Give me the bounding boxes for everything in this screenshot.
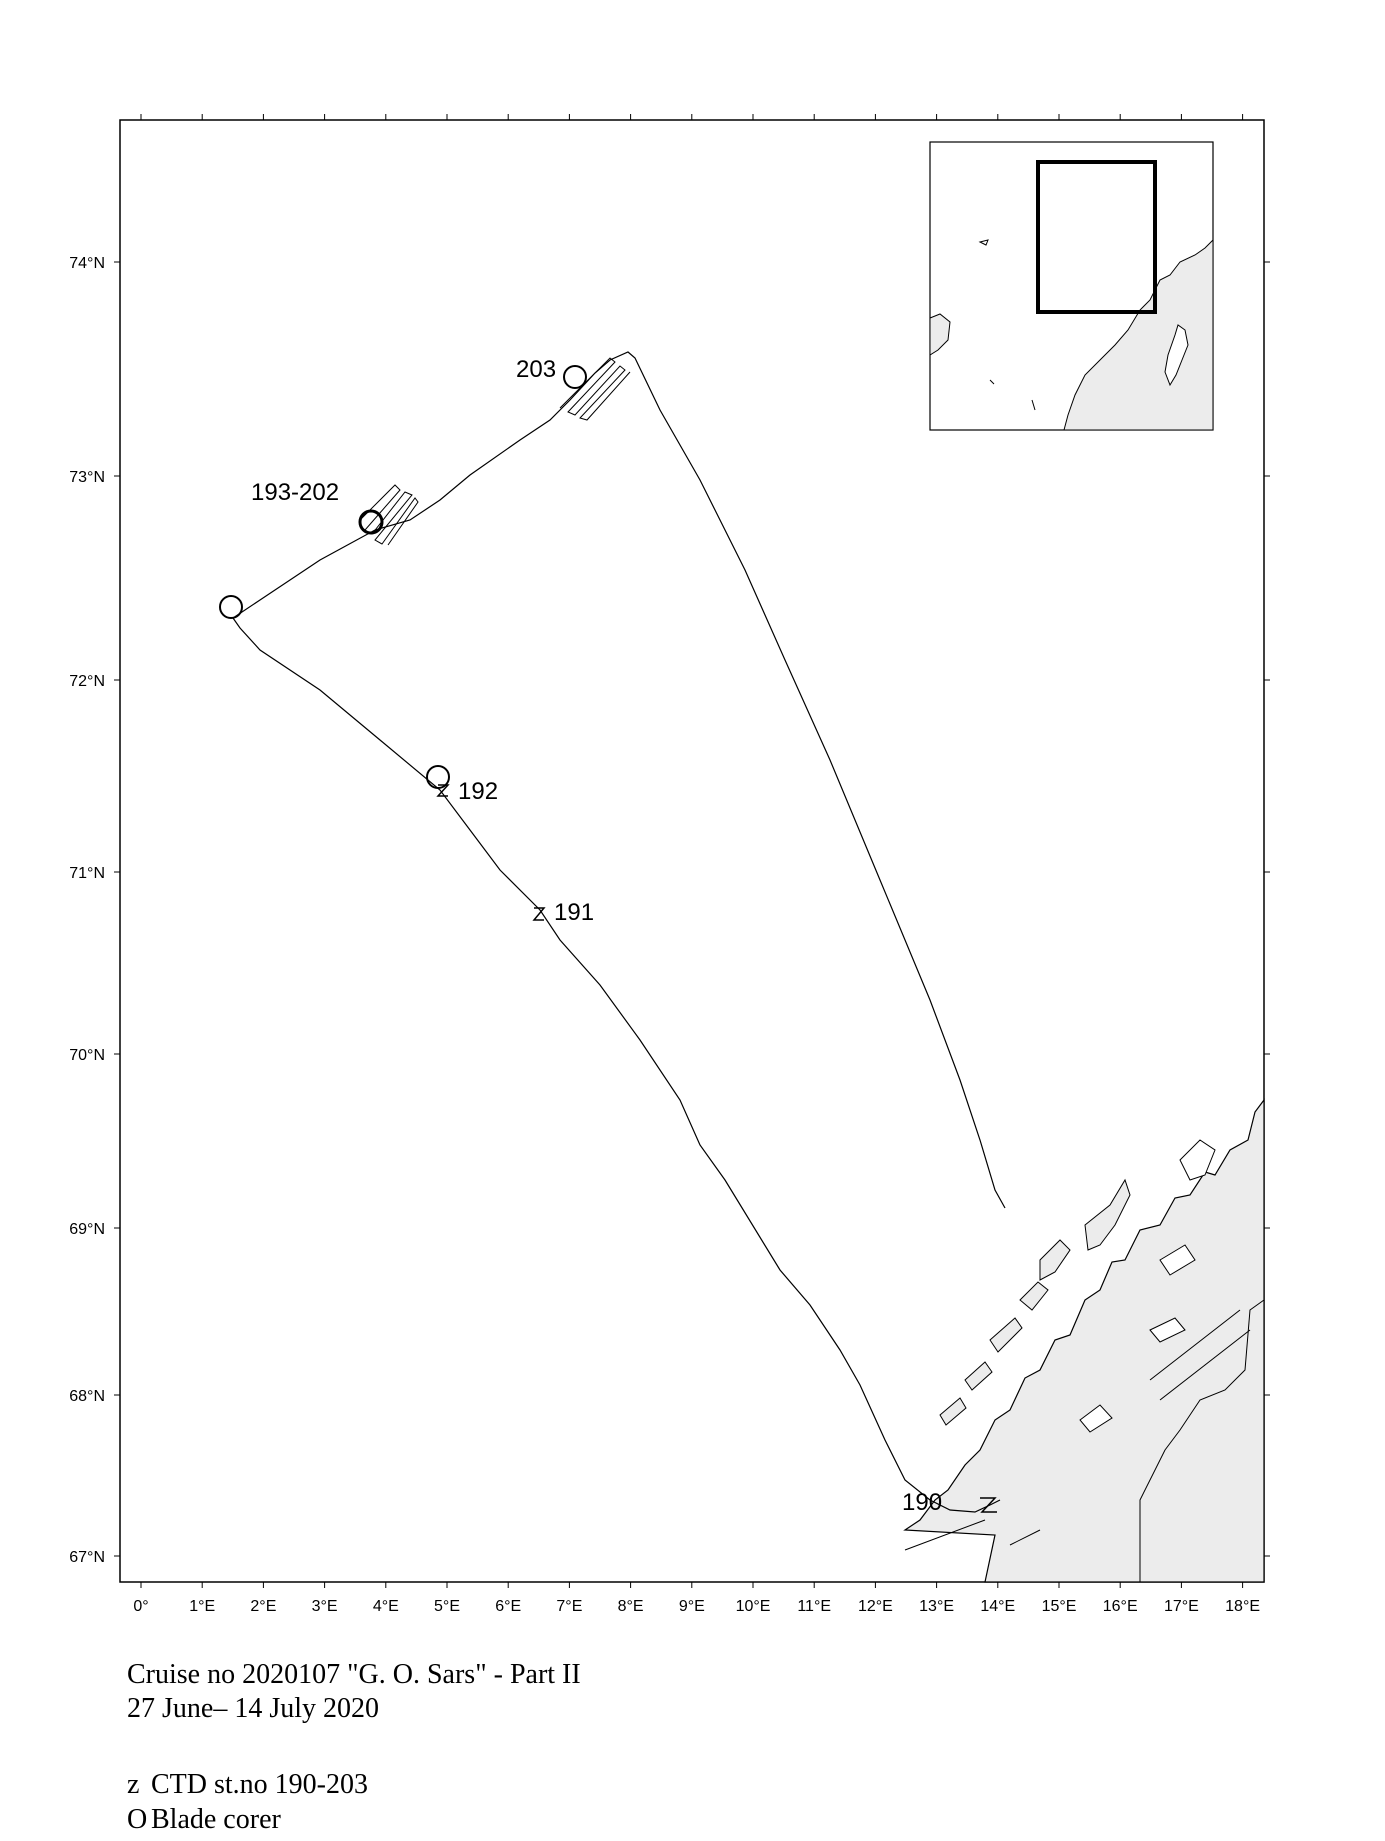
lon-tick-label: 17°E [1163, 1598, 1199, 1615]
lon-tick-label: 13°E [919, 1598, 955, 1615]
legend-corer [127, 1803, 281, 1837]
lon-tick-label: 14°E [980, 1598, 1016, 1615]
lon-tick-label: 9°E [678, 1598, 705, 1615]
lon-tick-label: 6°E [495, 1598, 522, 1615]
lat-tick-label: 72°N [69, 673, 105, 690]
station-label-190: 190 [902, 1489, 943, 1516]
lon-tick-label: 7°E [556, 1598, 583, 1615]
lat-tick-label: 70°N [69, 1047, 105, 1064]
lat-tick-label: 74°N [69, 255, 105, 272]
lon-tick-label: 4°E [372, 1598, 399, 1615]
lon-tick-label: 5°E [434, 1598, 460, 1615]
lon-tick-label: 16°E [1102, 1598, 1138, 1615]
lon-tick-label: 2°E [250, 1598, 277, 1615]
lon-tick-label: 10°E [735, 1598, 771, 1615]
lon-tick-label: 1°E [189, 1598, 216, 1615]
station-label-191: 191 [554, 899, 595, 926]
legend-ctd-label: CTD st.no 190-203 [151, 1769, 368, 1800]
lon-tick-label: 8°E [617, 1598, 644, 1615]
lon-tick-label: 3°E [311, 1598, 338, 1615]
ctd-symbol: z [127, 1769, 140, 1800]
station-label-192: 192 [458, 778, 499, 805]
lon-tick-label: 0° [133, 1598, 149, 1615]
lon-tick-label: 18°E [1225, 1598, 1261, 1615]
corer-symbol: O [127, 1804, 148, 1835]
lon-tick-label: 12°E [857, 1598, 893, 1615]
lon-tick-label: 15°E [1041, 1598, 1077, 1615]
station-label-203: 203 [516, 356, 557, 383]
lat-tick-label: 73°N [69, 469, 105, 486]
lat-tick-label: 68°N [69, 1388, 105, 1405]
lon-tick-label: 11°E [797, 1598, 832, 1615]
legend-ctd [127, 1768, 368, 1802]
caption-dates: 27 June– 14 July 2020 [127, 1693, 379, 1724]
station-label-193-202: 193-202 [251, 479, 340, 506]
lat-tick-label: 69°N [69, 1221, 105, 1238]
inset-map [930, 142, 1213, 430]
caption-title: Cruise no 2020107 "G. O. Sars" - Part II [127, 1659, 581, 1690]
lat-tick-label: 67°N [69, 1549, 105, 1566]
lat-tick-label: 71°N [69, 865, 105, 882]
legend-corer-label: Blade corer [151, 1804, 281, 1835]
